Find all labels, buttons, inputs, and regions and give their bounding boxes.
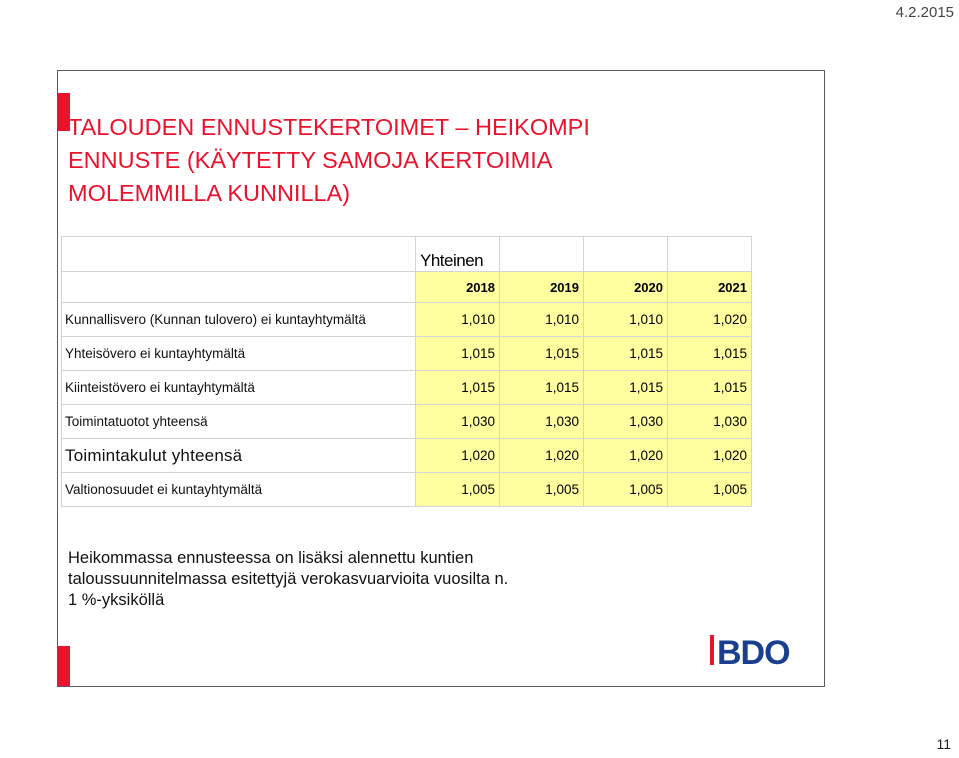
bdo-logo-text: BDO (717, 634, 790, 669)
footnote-line: 1 %-yksiköllä (68, 591, 165, 609)
year-header-2021: 2021 (668, 272, 752, 303)
table-cell: 1,015 (416, 371, 500, 405)
table-group-header-row (62, 237, 752, 272)
table-cell: 1,015 (584, 337, 668, 371)
table-cell: 1,020 (668, 303, 752, 337)
title-line: MOLEMMILLA KUNNILLA) (68, 180, 351, 206)
table-cell: 1,020 (500, 439, 584, 473)
table-row (62, 439, 752, 473)
table-cell: 1,020 (416, 439, 500, 473)
row-label: Kiinteistövero ei kuntayhtymältä (62, 371, 416, 405)
title-line: TALOUDEN ENNUSTEKERTOIMET – HEIKOMPI (68, 114, 590, 140)
table-header-blank (584, 237, 668, 272)
table-year-header-row (62, 272, 752, 303)
table-cell: 1,020 (584, 439, 668, 473)
bdo-logo-mark (710, 631, 802, 669)
year-header-2019: 2019 (500, 272, 584, 303)
year-header-2020: 2020 (584, 272, 668, 303)
table-cell: 1,015 (500, 337, 584, 371)
table-row (62, 405, 752, 439)
table-cell: 1,015 (584, 371, 668, 405)
table-row (62, 303, 752, 337)
page-number: 11 (936, 736, 951, 752)
year-header-2018: 2018 (416, 272, 500, 303)
table-cell: 1,030 (584, 405, 668, 439)
table-header-blank (500, 237, 584, 272)
table-cell: 1,020 (668, 439, 752, 473)
table-row (62, 473, 752, 507)
title-line: ENNUSTE (KÄYTETTY SAMOJA KERTOIMIA (68, 147, 553, 173)
row-label: Toimintakulut yhteensä (62, 439, 416, 473)
group-header-yhteinen: Yhteinen (416, 237, 500, 272)
table-cell: 1,010 (584, 303, 668, 337)
table-cell: 1,015 (416, 337, 500, 371)
table-cell: 1,010 (500, 303, 584, 337)
table-cell: 1,005 (668, 473, 752, 507)
table-cell: 1,005 (500, 473, 584, 507)
table-cell: 1,030 (500, 405, 584, 439)
table-cell: 1,015 (668, 371, 752, 405)
forecast-coefficients-table (61, 236, 752, 507)
page-date: 4.2.2015 (895, 4, 954, 21)
slide (57, 70, 825, 687)
row-label: Kunnallisvero (Kunnan tulovero) ei kuntayhtymältä (62, 303, 416, 337)
table-cell: 1,015 (500, 371, 584, 405)
table-row (62, 371, 752, 405)
table-cell: 1,005 (584, 473, 668, 507)
table-cell: 1,010 (416, 303, 500, 337)
table-header-blank (668, 237, 752, 272)
footnote-line: taloussuunnitelmassa esitettyjä verokasvuarvioita vuosilta n. (68, 570, 509, 588)
footnote-text (68, 548, 668, 611)
bdo-logo (710, 631, 802, 669)
row-label: Toimintatuotot yhteensä (62, 405, 416, 439)
table-header-blank (62, 237, 416, 272)
accent-bar-bottom (58, 646, 70, 687)
table-cell: 1,015 (668, 337, 752, 371)
table-cell: 1,005 (416, 473, 500, 507)
table-row (62, 337, 752, 371)
slide-title (68, 111, 708, 210)
bdo-logo-red-bar (710, 635, 714, 665)
footnote-line: Heikommassa ennusteessa on lisäksi alennettu kuntien (68, 549, 474, 567)
row-label: Yhteisövero ei kuntayhtymältä (62, 337, 416, 371)
table-header-blank (62, 272, 416, 303)
table-cell: 1,030 (668, 405, 752, 439)
row-label: Valtionosuudet ei kuntayhtymältä (62, 473, 416, 507)
table-cell: 1,030 (416, 405, 500, 439)
